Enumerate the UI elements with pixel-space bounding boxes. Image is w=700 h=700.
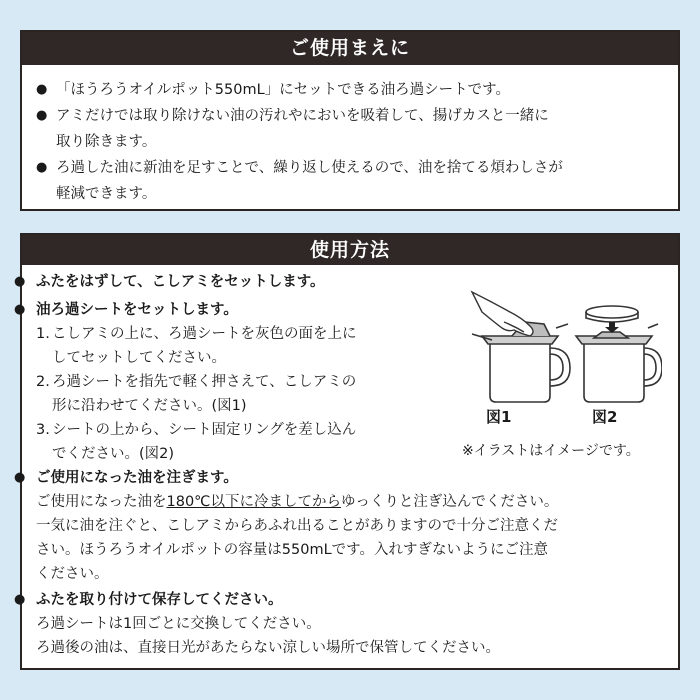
bullet-item: ● ろ過した油に新油を足すことで、繰り返し使えるので、油を捨てる煩わしさが 軽減できます。 [36,155,672,207]
bullet-icon: ● [14,302,26,317]
bullet-icon: ● [36,108,48,123]
before-use-section [20,30,680,211]
figure-2-label: 図2 [592,408,618,426]
bullet-icon: ● [36,160,48,175]
substep: 2. ろ過シートを指先で軽く押さえて、こしアミの 形に沿わせてください。(図1) [36,374,357,414]
section-title: ご使用まえに [22,32,678,65]
oil-pot-illustrations [452,288,662,408]
bullet-icon: ● [14,470,26,485]
substep: 1. こしアミの上に、ろ過シートを灰色の面を上に してセットしてください。 [36,326,357,366]
bullet-item: ● アミだけでは取り除けない油の汚れやにおいを吸着して、揚げカスと一緒に 取り除きます。 [36,103,672,155]
figure-2-pot [576,306,662,402]
substep: 3. シートの上から、シート固定リングを差し込ん でください。(図2) [36,422,357,462]
step-4: ● ふたを取り付けて保存してください。 ろ過シートは1回ごとに交換してください。 ろ過後の油は、直接日光があたらない涼しい場所で保管してください。 [14,588,654,660]
step-1: ● ふたをはずして、こしアミをセットします。 [14,270,654,294]
bullet-icon: ● [36,82,48,97]
step-2: ● 油ろ過シートをセットします。 1. こしアミの上に、ろ過シートを灰色の面を上に してセットしてください。 2. ろ過シートを指先で軽く押さえて、こしアミの 形に沿わせてください。(図1) 3. シートの上から、シート固定リングを差し込ん でください。(図2) [14,298,444,466]
step-3: ● ご使用になった油を注ぎます。 ご使用になった油を180℃以下に冷ましてからゆっくりと注ぎ込んでください。 一気に油を注ぐと、こしアミからあふれ出ることがありますので十分ご注意くだ さい。ほうろうオイルポットの容量は550mLです。入れすぎないようにご注意 ください。 [14,466,654,586]
hand-icon [472,292,533,336]
bullet-icon: ● [14,592,26,607]
intro-bullets [36,77,672,207]
temperature-warning: 180℃以下に冷ましてから [166,494,341,510]
illustration-note: ※イラストはイメージです。 [462,443,640,459]
bullet-icon: ● [14,274,26,289]
section-title: 使用方法 [22,235,678,265]
figure-1-label: 図1 [486,408,512,426]
bullet-item: ● 「ほうろうオイルポット550mL」にセットできる油ろ過シートです。 [36,77,672,103]
figure-1-pot [472,322,570,402]
